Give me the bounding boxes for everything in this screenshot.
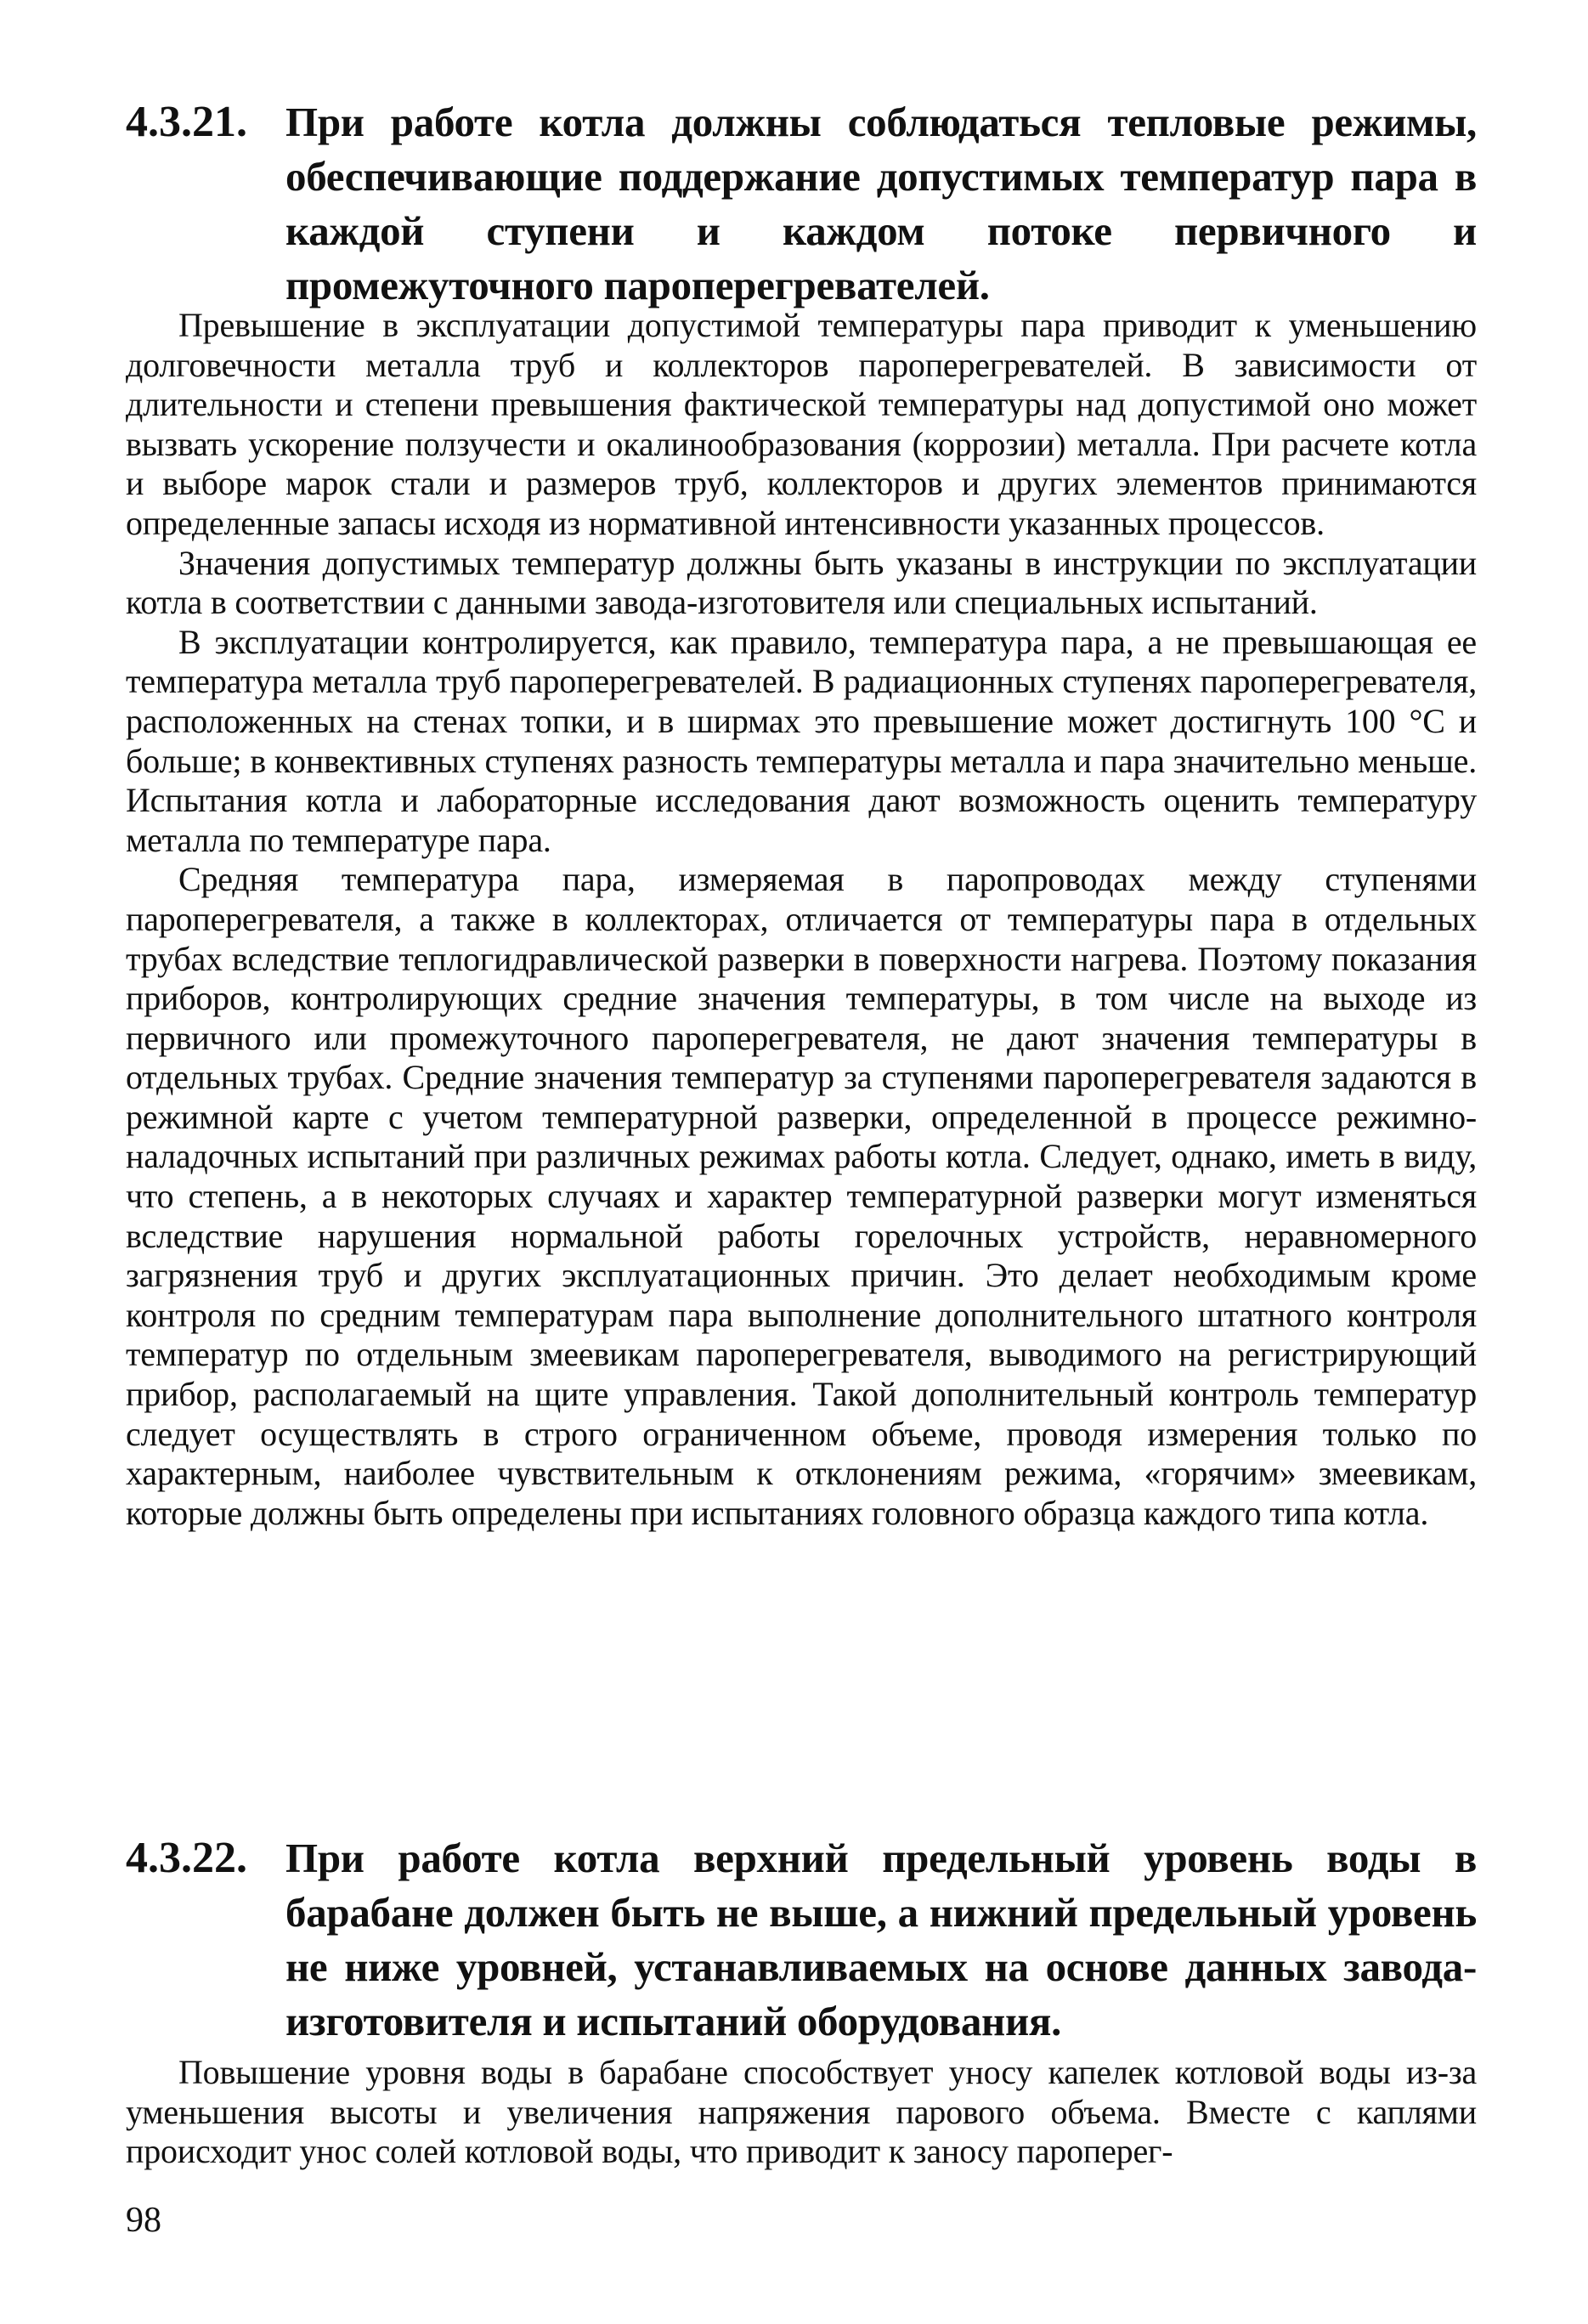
paragraph: Значения допустимых температур должны быть указаны в инструкции по эксплуатации котла в соответствии с данными завода-изготовителя или специальных испытаний. [126, 543, 1477, 622]
paragraph: В эксплуатации контролируется, как правило, температура пара, а не превышающая ее температура металла труб пароперегревателей. В радиационных ступенях пароперегревателя, расположенных на стенах топки, и в ширмах это превышение может достигнуть 100 °С и больше; в конвективных ступенях разность температуры металла и пара значительно меньше. Испытания котла и лабораторные исследования дают возможность оценить температуру металла по температуре пара. [126, 622, 1477, 859]
paragraph: Превышение в эксплуатации допустимой температуры пара приводит к уменьшению долговечности металла труб и коллекторов пароперегревателей. В зависимости от длительности и степени превышения фактической температуры над допустимой оно может вызвать ускорение ползучести и окалинообразования (коррозии) металла. При расчете котла и выборе марок стали и размеров труб, коллекторов и других элементов принимаются определенные запасы исходя из нормативной интенсивности указанных процессов. [126, 306, 1477, 542]
section-title: При работе котла должны соблюдаться тепловые режимы, обеспечивающие поддержание допустимых температур пара в каждой ступени и каждом потоке первичного и промежуточного пароперегревателей. [285, 99, 1477, 308]
section-body [126, 306, 1477, 1533]
section-heading [126, 1831, 1477, 2049]
section-title: При работе котла верхний предельный уровень воды в барабане должен быть не выше, а нижний предельный уровень не ниже уровней, устанавливаемых на основе данных завода-изготовителя и испытаний оборудования. [285, 1835, 1477, 2044]
page-number: 98 [126, 2201, 161, 2240]
paragraph: Средняя температура пара, измеряемая в паропроводах между ступенями пароперегревателя, а также в коллекторах, отличается от температуры пара в отдельных трубах вследствие теплогидравлической разверки в поверхности нагрева. Поэтому показания приборов, контролирующих средние значения температуры, в том числе на выходе из первичного или промежуточного пароперегревателя, не дают значения температуры в отдельных трубах. Средние значения температур за ступенями пароперегревателя задаются в режимной карте с учетом температурной разверки, определенной в процессе режимно-наладочных испытаний при различных режимах работы котла. Следует, однако, иметь в виду, что степень, а в некоторых случаях и характер температурной разверки могут изменяться вследствие нарушения нормальной работы горелочных устройств, неравномерного загрязнения труб и других эксплуатационных причин. Это делает необходимым кроме контроля по средним температурам пара выполнение дополнительного штатного контроля температур по отдельным змеевикам пароперегревателя, выводимого на регистрирующий прибор, располагаемый на щите управления. Такой дополнительный контроль температур следует осуществлять в строго ограниченном объеме, проводя измерения только по характерным, наиболее чувствительным к отклонениям режима, «горячим» змеевикам, которые должны быть определены при испытаниях головного образца каждого типа котла. [126, 860, 1477, 1532]
section-heading [126, 95, 1477, 313]
section-number: 4.3.21. [126, 98, 247, 146]
section-body [126, 2053, 1477, 2172]
paragraph: Повышение уровня воды в барабане способствует уносу капелек котловой воды из-за уменьшения высоты и увеличения напряжения парового объема. Вместе с каплями происходит унос солей котловой воды, что приводит к заносу пароперег- [126, 2053, 1477, 2171]
section-number: 4.3.22. [126, 1834, 247, 1882]
